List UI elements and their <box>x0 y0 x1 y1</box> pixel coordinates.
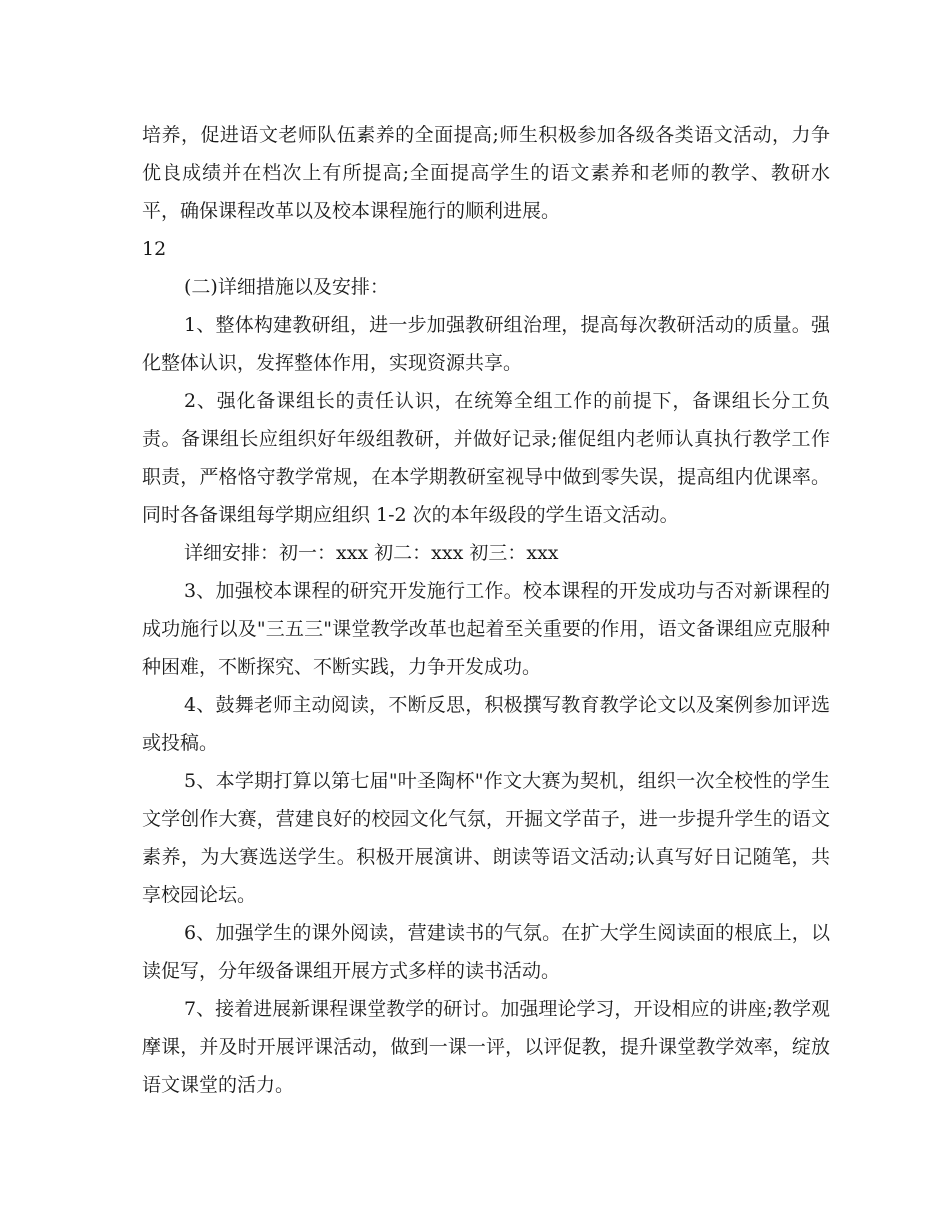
paragraph-item-5: 5、本学期打算以第七届"叶圣陶杯"作文大赛为契机，组织一次全校性的学生文学创作大赛，营建良好的校园文化气氛，开掘文学苗子，进一步提升学生的语文素养，为大赛选送学生。积极开展演讲、朗读等语文活动;认真写好日记随笔，共享校园论坛。 <box>142 770 830 906</box>
paragraph-item-1: 1、整体构建教研组，进一步加强教研组治理，提高每次教研活动的质量。强化整体认识，发挥整体作用，实现资源共享。 <box>142 314 830 374</box>
paragraph-item-4: 4、鼓舞老师主动阅读，不断反思，积极撰写教育教学论文以及案例参加评选或投稿。 <box>142 694 830 754</box>
paragraph-item-7: 7、接着进展新课程课堂教学的研讨。加强理论学习，开设相应的讲座;教学观摩课，并及时开展评课活动，做到一课一评，以评促教，提升课堂教学效率，绽放语文课堂的活力。 <box>142 998 830 1096</box>
paragraph-goals-continued: 培养，促进语文老师队伍素养的全面提高;师生积极参加各级各类语文活动，力争优良成绩并在档次上有所提高;全面提高学生的语文素养和老师的教学、教研水平，确保课程改革以及校本课程施行的顺利进展。 <box>142 124 830 222</box>
paragraph-item-6: 6、加强学生的课外阅读，营建读书的气氛。在扩大学生阅读面的根底上，以读促写，分年级备课组开展方式多样的读书活动。 <box>142 922 830 982</box>
document-body <box>142 116 830 1104</box>
page-number-fragment: 12 <box>142 238 167 260</box>
paragraph-item-2: 2、强化备课组长的责任认识，在统筹全组工作的前提下，备课组长分工负责。备课组长应组织好年级组教研，并做好记录;催促组内老师认真执行教学工作职责，严格恪守教学常规，在本学期教研室视导中做到零失误，提高组内优课率。同时各备课组每学期应组织 1-2 次的本年级段的学生语文活动。 <box>142 390 830 526</box>
paragraph-detailed-arrangement: 详细安排：初一：xxx 初二：xxx 初三：xxx <box>184 542 559 564</box>
section-heading-measures: (二)详细措施以及安排： <box>184 276 389 298</box>
paragraph-item-3: 3、加强校本课程的研究开发施行工作。校本课程的开发成功与否对新课程的成功施行以及"三五三"课堂教学改革也起着至关重要的作用，语文备课组应克服种种困难，不断探究、不断实践，力争开发成功。 <box>142 580 830 678</box>
